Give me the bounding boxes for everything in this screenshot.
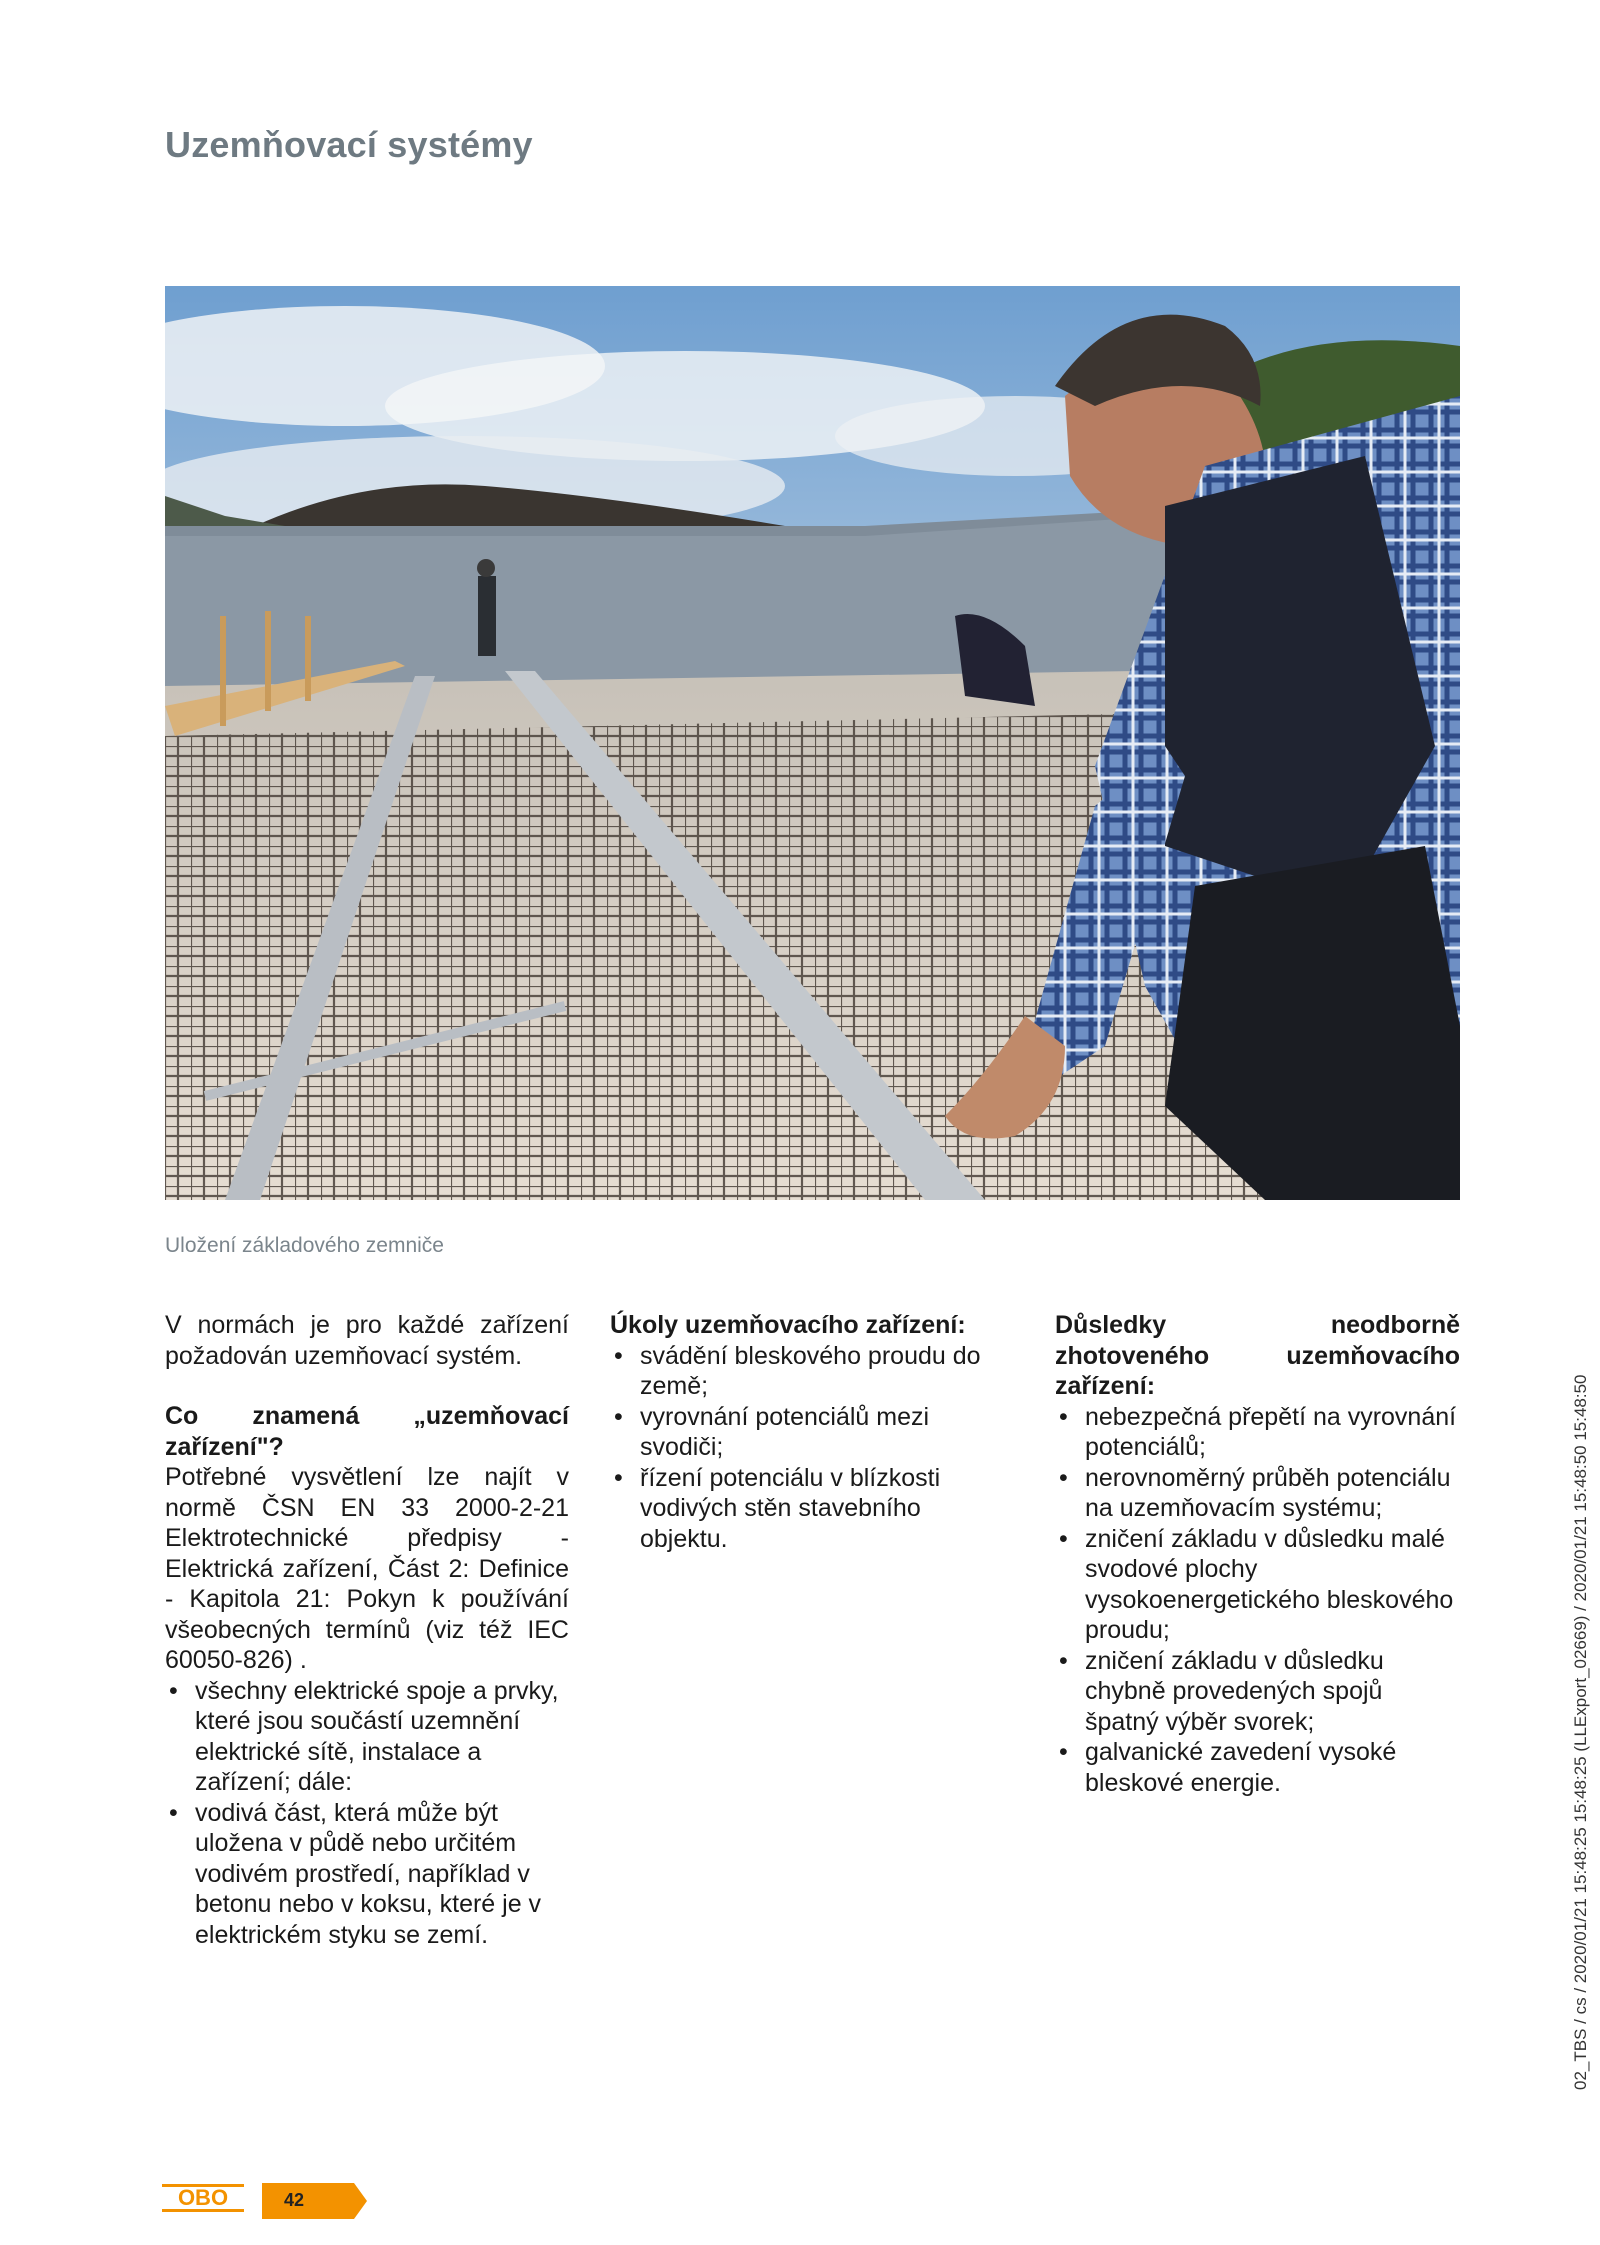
list-item: • zničení základu v důsledku chybně provedených spojů špatný výběr svorek;: [1055, 1646, 1460, 1738]
list-item: • nerovnoměrný průběh potenciálu na uzemňovacím systému;: [1055, 1463, 1460, 1524]
page-number-tab: [262, 2183, 367, 2219]
column-tasks: [610, 1310, 1002, 1554]
logo-text: OBO: [177, 2185, 229, 2210]
list-item: • nebezpečná přepětí na vyrovnání potenciálů;: [1055, 1402, 1460, 1463]
photo-caption: Uložení základového zemniče: [165, 1234, 444, 1257]
consequences-list: [1055, 1402, 1460, 1799]
definition-list: [165, 1676, 569, 1951]
tasks-list: [610, 1341, 1002, 1555]
list-item: • vodivá část, která může být uložena v půdě nebo určitém vodivém prostředí, například v betonu nebo v koksu, které je v elektrickém styku se zemí.: [165, 1798, 569, 1951]
tasks-heading: Úkoly uzemňovacího zařízení:: [610, 1311, 966, 1339]
column-consequences: [1055, 1310, 1460, 1798]
page-title: Uzemňovací systémy: [165, 124, 533, 165]
list-item: • řízení potenciálu v blízkosti vodivých stěn stavebního objektu.: [610, 1463, 1002, 1555]
definition-heading: Co znamená „uzemňovací zařízení"?: [165, 1402, 569, 1461]
list-item: • všechny elektrické spoje a prvky, které jsou součástí uzemnění elektrické sítě, instalace a zařízení; dále:: [165, 1676, 569, 1798]
list-item: • svádění bleskového proudu do země;: [610, 1341, 1002, 1402]
list-item: • galvanické zavedení vysoké bleskové energie.: [1055, 1737, 1460, 1798]
page-number: 42: [284, 2190, 305, 2210]
list-item: • zničení základu v důsledku malé svodové plochy vysokoenergetického bleskového proudu;: [1055, 1524, 1460, 1646]
consequences-heading: Důsledky neodborně zhotoveného uzemňovacího zařízení:: [1055, 1311, 1460, 1400]
column-definition: [165, 1310, 569, 1950]
print-metadata: 02_TBS / cs / 2020/01/21 15:48:25 15:48:25 (LLExport_02669) / 2020/01/21 15:48:50 15:48:50: [1571, 1374, 1590, 2090]
definition-body: Potřebné vysvětlení lze najít v normě ČSN EN 33 2000-2-21 Elektrotechnické předpisy - Elektrická zařízení, Část 2: Definice - Kapitola 21: Pokyn k používání všeobecných termínů (viz též IEC 60050-826) .: [165, 1463, 569, 1674]
construction-photo: [165, 286, 1460, 1200]
intro-paragraph: V normách je pro každé zařízení požadován uzemňovací systém.: [165, 1311, 569, 1370]
obo-logo-icon: [162, 2184, 244, 2212]
list-item: • vyrovnání potenciálů mezi svodiči;: [610, 1402, 1002, 1463]
